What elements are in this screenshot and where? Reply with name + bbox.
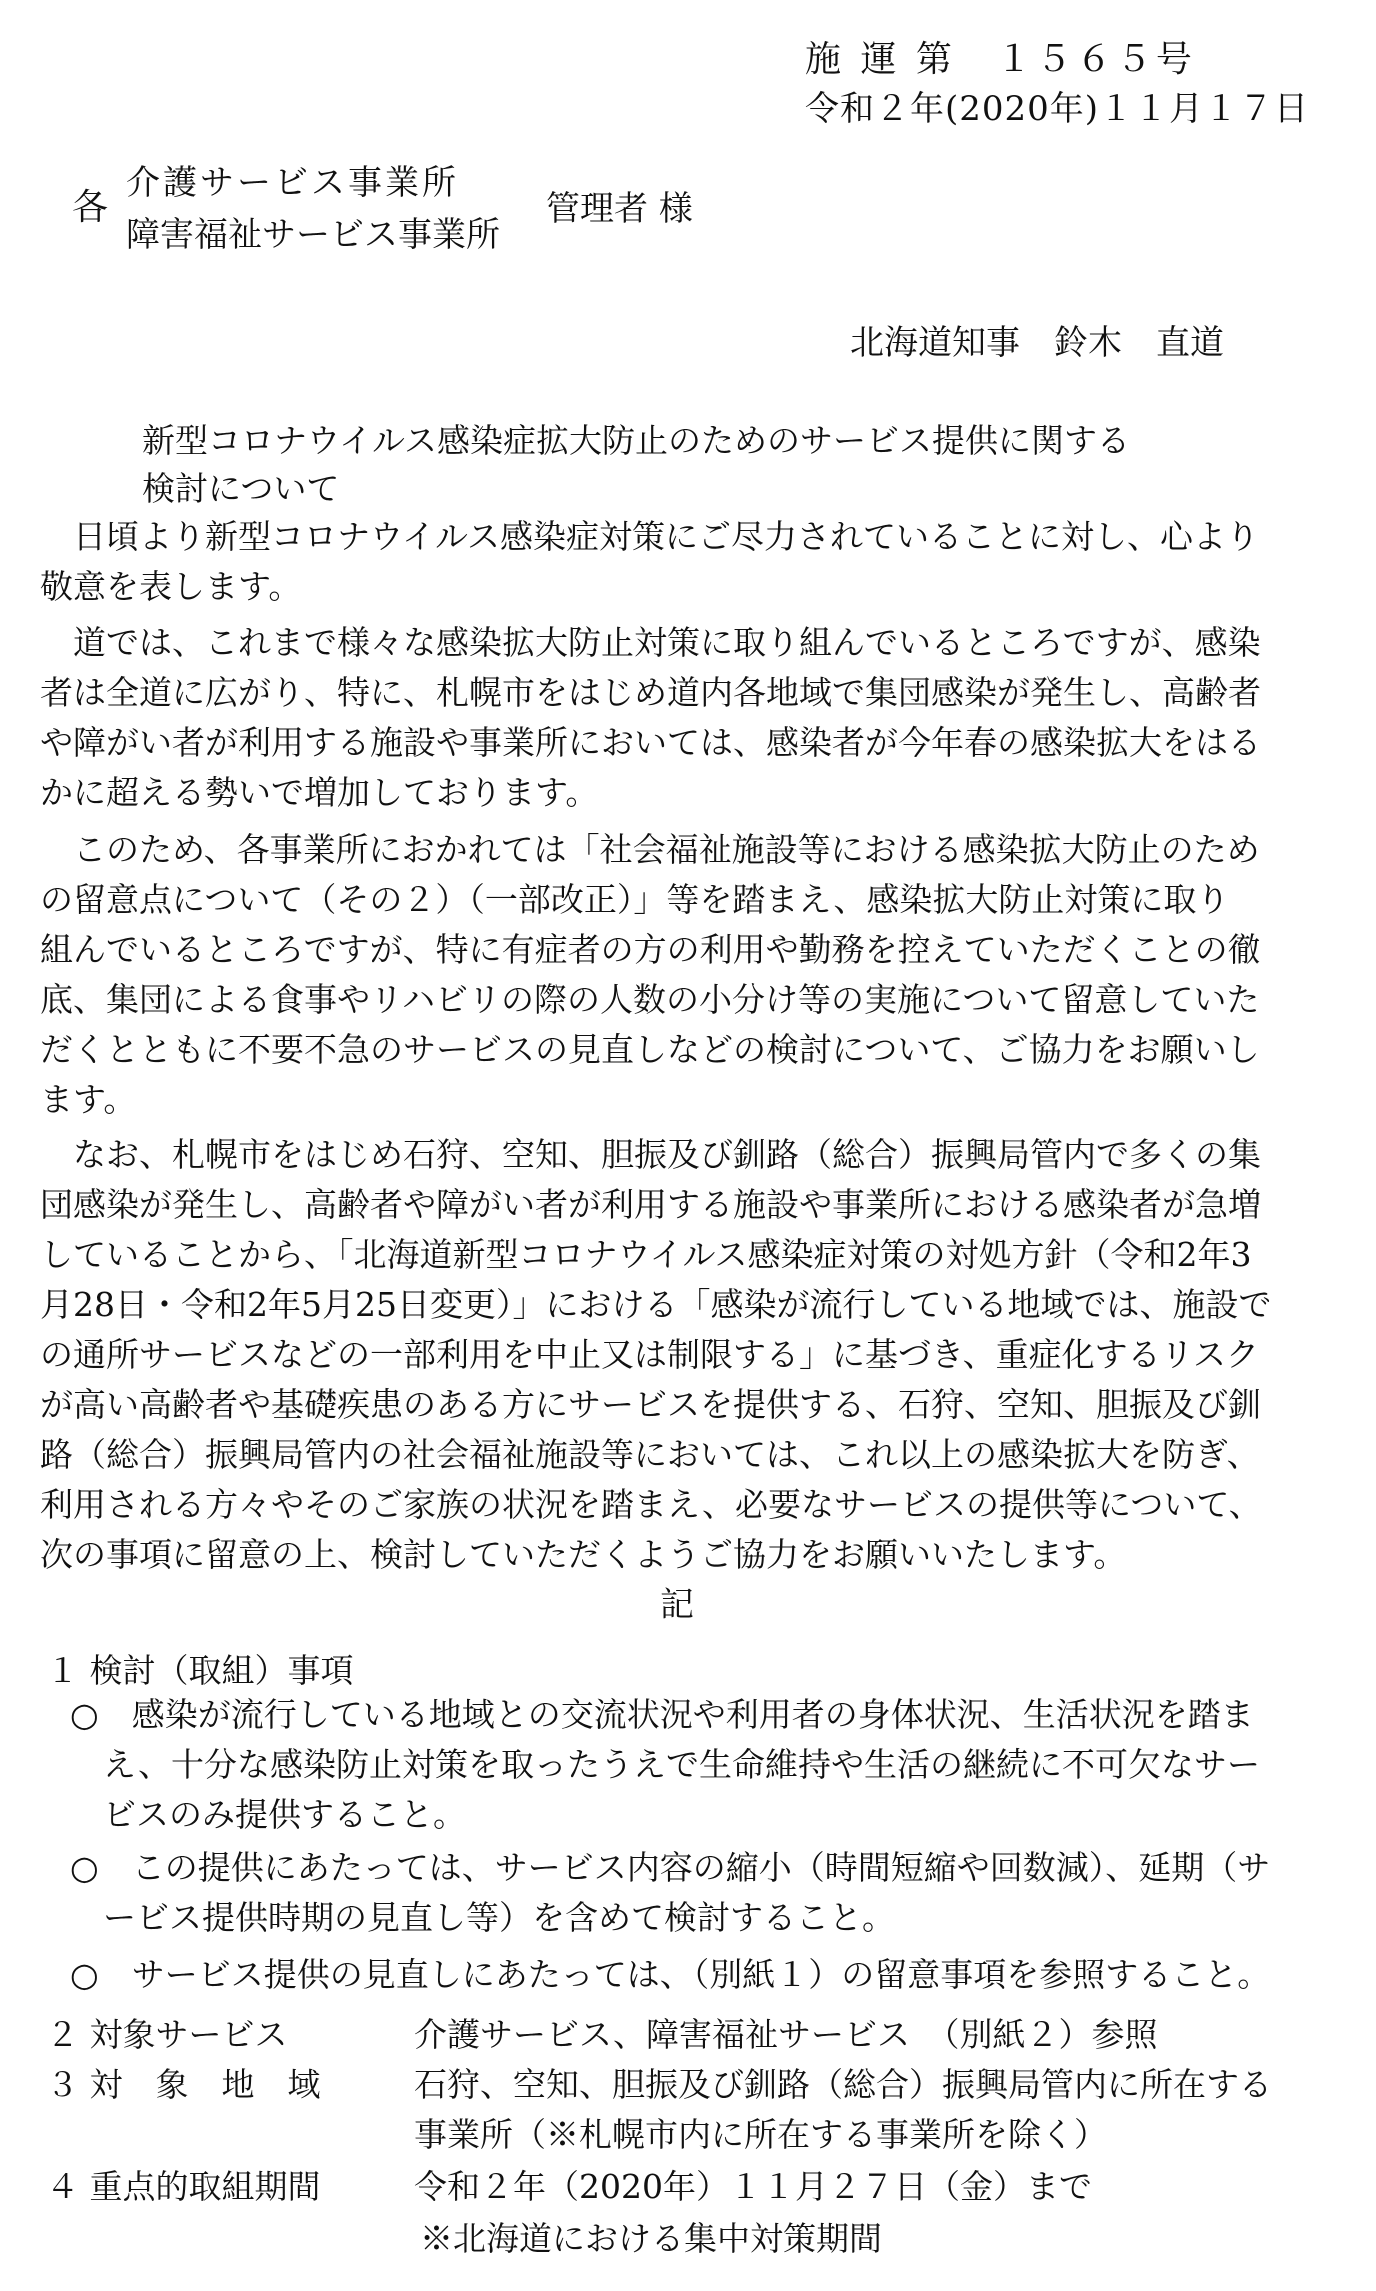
section-3-label: ３ 対 象 地 域 [46,2065,321,2104]
subject-line-2: 検討について [142,469,340,508]
paragraph-line: かに超える勢いで増加しております。 [40,773,599,812]
section-3-value-line-1: 石狩、空知、胆振及び釧路（総合）振興局管内に所在する [414,2065,1272,2104]
list-item-line: ○ 感染が流行している地域との交流状況や利用者の身体状況、生活状況を踏ま [70,1695,1254,1734]
paragraph-line: の通所サービスなどの一部利用を中止又は制限する」に基づき、重症化するリスク [40,1335,1260,1374]
section-4-value-line-1: 令和２年（2020年）１１月２７日（金）まで [414,2167,1092,2206]
paragraph-1 [40,512,1340,612]
addressee-prefix: 各 [72,187,109,228]
paragraph-line: このため、各事業所におかれては「社会福祉施設等における感染拡大防止のため [73,830,1260,869]
section-2-label: ２ 対象サービス [46,2015,288,2054]
paragraph-line: ます。 [40,1080,137,1119]
list-item-line: ービス提供時期の見直し等）を含めて検討すること。 [70,1898,895,1937]
section-3-value-line-2: 事業所（※札幌市内に所在する事業所を除く） [414,2115,1107,2154]
addressee-honorific: 管理者 様 [546,189,693,229]
list-item-line: ○ この提供にあたっては、サービス内容の縮小（時間短縮や回数減）、延期（サ [70,1848,1271,1887]
section-1-item-2 [70,1843,1370,1943]
paragraph-line: 団感染が発生し、高齢者や障がい者が利用する施設や事業所における感染者が急増 [40,1185,1261,1224]
list-item-line: ビスのみ提供すること。 [70,1795,466,1834]
list-item-line: ○ サービス提供の見直しにあたっては、（別紙１）の留意事項を参照すること。 [70,1955,1271,1994]
ki-heading: 記 [660,1585,694,1625]
paragraph-3 [40,825,1340,1125]
paragraph-2 [40,618,1340,818]
section-4-value-line-2: ※北海道における集中対策期間 [420,2219,882,2258]
paragraph-line: 底、集団による食事やリハビリの際の人数の小分け等の実施について留意していた [40,980,1260,1019]
paragraph-line: 利用される方々やそのご家族の状況を踏まえ、必要なサービスの提供等について、 [40,1485,1262,1524]
subject-line-1: 新型コロナウイルス感染症拡大防止のためのサービス提供に関する [142,421,1131,460]
paragraph-line: や障がい者が利用する施設や事業所においては、感染者が今年春の感染拡大をはる [40,723,1261,762]
paragraph-line: していることから、「北海道新型コロナウイルス感染症対策の対処方針（令和2年3 [40,1235,1252,1274]
paragraph-line: 月28日・令和2年5月25日変更）」における「感染が流行している地域では、施設で [40,1285,1272,1324]
paragraph-line: 組んでいるところですが、特に有症者の方の利用や勤務を控えていただくことの徹 [40,930,1261,969]
addressee-line-1: 介護サービス事業所 [126,163,459,203]
paragraph-line: 次の事項に留意の上、検討していただくようご協力をお願いいたします。 [40,1535,1127,1574]
paragraph-line: が高い高齢者や基礎疾患のある方にサービスを提供する、石狩、空知、胆振及び釧 [40,1385,1261,1424]
paragraph-line: だくとともに不要不急のサービスの見直しなどの検討について、ご協力をお願いし [40,1030,1260,1069]
paragraph-line: の留意点について（その２）（一部改正）」等を踏まえ、感染拡大防止対策に取り [40,880,1230,919]
section-1-title: １ 検討（取組）事項 [46,1651,354,1690]
paragraph-4 [40,1130,1340,1580]
paragraph-line: 路（総合）振興局管内の社会福祉施設等においては、これ以上の感染拡大を防ぎ、 [40,1435,1260,1474]
paragraph-line: なお、札幌市をはじめ石狩、空知、胆振及び釧路（総合）振興局管内で多くの集 [73,1135,1261,1174]
list-item-line: え、十分な感染防止対策を取ったうえで生命維持や生活の継続に不可欠なサー [70,1745,1260,1784]
paragraph-line: 者は全道に広がり、特に、札幌市をはじめ道内各地域で集団感染が発生し、高齢者 [40,673,1261,712]
document-date: 令和２年(2020年)１１月１７日 [805,89,1310,129]
section-1-item-1 [70,1690,1370,1840]
document-number: 施 運 第 １５６５号 [805,39,1196,80]
sender: 北海道知事 鈴木 直道 [850,323,1224,363]
addressee-line-2: 障害福祉サービス事業所 [126,215,500,255]
section-1-item-3 [70,1950,1370,2000]
paragraph-line: 日頃より新型コロナウイルス感染症対策にご尽力されていることに対し、心より [73,517,1260,556]
paragraph-line: 道では、これまで様々な感染拡大防止対策に取り組んでいるところですが、感染 [73,623,1261,662]
section-2-value: 介護サービス、障害福祉サービス （別紙２）参照 [414,2015,1158,2054]
section-4-label: ４ 重点的取組期間 [46,2167,321,2206]
paragraph-line: 敬意を表します。 [40,567,302,606]
